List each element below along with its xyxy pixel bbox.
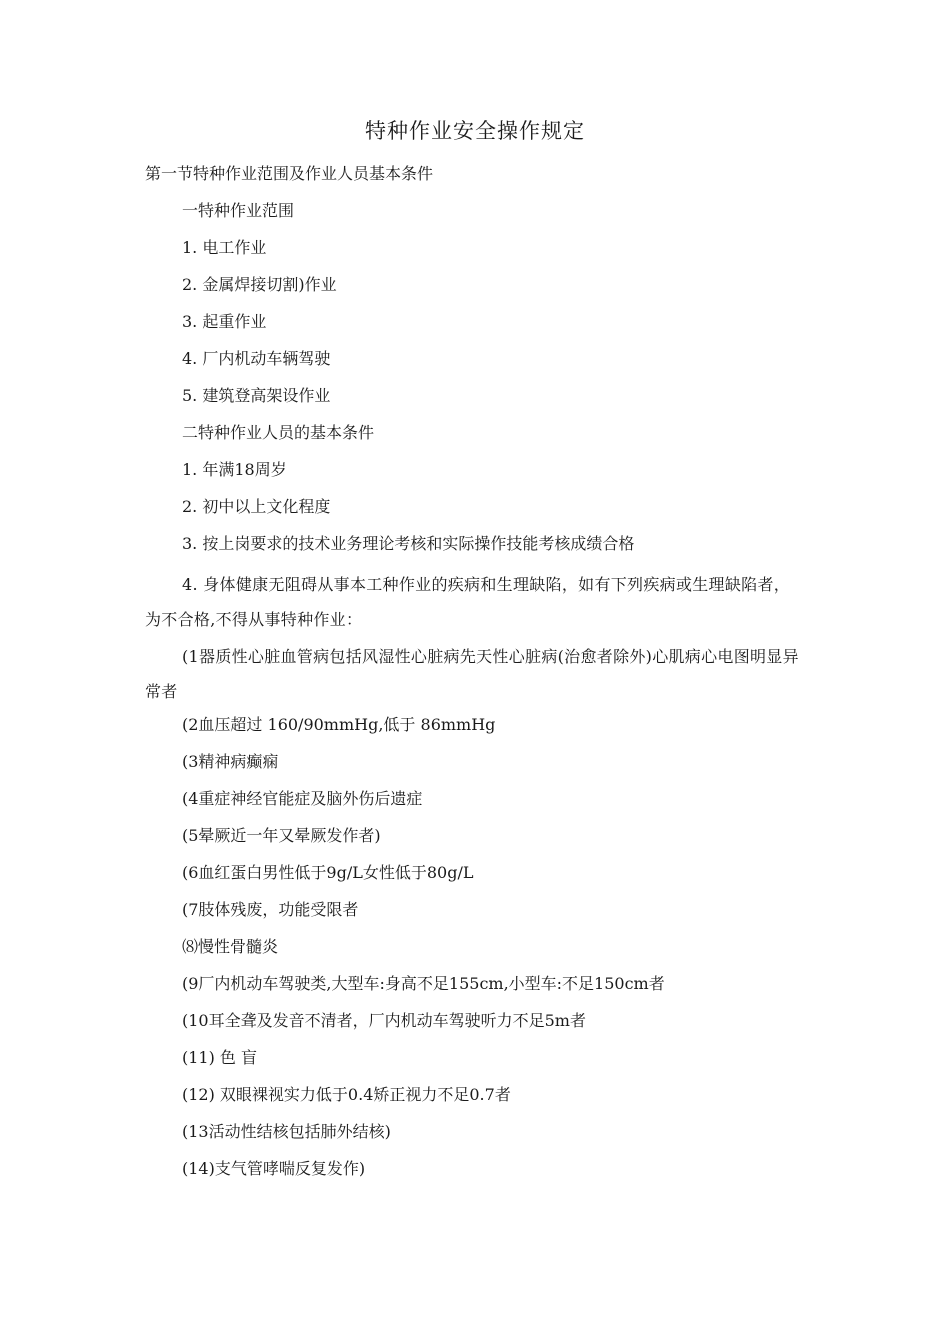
condition-item: (6血红蛋白男性低于9g/L女性低于80g/L <box>182 863 474 882</box>
condition-item: (9厂内机动车驾驶类,大型车:身高不足155cm,小型车:不足150cm者 <box>182 974 665 993</box>
condition-item: (2血压超过 160/90mmHg,低于 86mmHg <box>182 715 496 734</box>
part1-heading: 一特种作业范围 <box>182 201 295 220</box>
health-requirement-paragraph: 4. 身体健康无阻碍从事本工种作业的疾病和生理缺陷，如有下列疾病或生理缺陷者，为不合格,不得从事特种作业： <box>145 575 791 629</box>
condition-item: ⑻慢性骨髓炎 <box>182 937 279 956</box>
list-item: 3. 按上岗要求的技术业务理论考核和实际操作技能考核成绩合格 <box>182 534 635 553</box>
list-item: 2. 金属焊接切割)作业 <box>182 275 337 294</box>
list-item: 1. 年满18周岁 <box>182 460 287 479</box>
list-item: 1. 电工作业 <box>182 238 267 257</box>
list-item: 2. 初中以上文化程度 <box>182 497 331 516</box>
condition-item: (5晕厥近一年又晕厥发作者) <box>182 826 381 845</box>
condition-item: (12) 双眼裸视实力低于0.4矫正视力不足0.7者 <box>182 1085 511 1104</box>
part2-heading: 二特种作业人员的基本条件 <box>182 423 375 442</box>
list-item: 4. 厂内机动车辆驾驶 <box>182 349 331 368</box>
condition-item: (10耳全聋及发音不清者，厂内机动车驾驶听力不足5m者 <box>182 1011 586 1030</box>
condition-item: (4重症神经官能症及脑外伤后遗症 <box>182 789 423 808</box>
condition-item: (13活动性结核包括肺外结核) <box>182 1122 391 1141</box>
condition-item: (3精神病癫痫 <box>182 752 279 771</box>
condition-item: (14)支气管哮喘反复发作) <box>182 1159 366 1178</box>
condition-item: (7肢体残废，功能受限者 <box>182 900 359 919</box>
document-title: 特种作业安全操作规定 <box>365 119 585 143</box>
section-heading: 第一节特种作业范围及作业人员基本条件 <box>145 164 434 183</box>
document-body <box>145 160 805 1192</box>
list-item: 3. 起重作业 <box>182 312 267 331</box>
condition-item: (11) 色 盲 <box>182 1048 258 1067</box>
condition-item: (1器质性心脏血管病包括风湿性心脏病先天性心脏病(治愈者除外)心肌病心电图明显异常者 <box>145 647 799 701</box>
list-item: 5. 建筑登高架设作业 <box>182 386 331 405</box>
